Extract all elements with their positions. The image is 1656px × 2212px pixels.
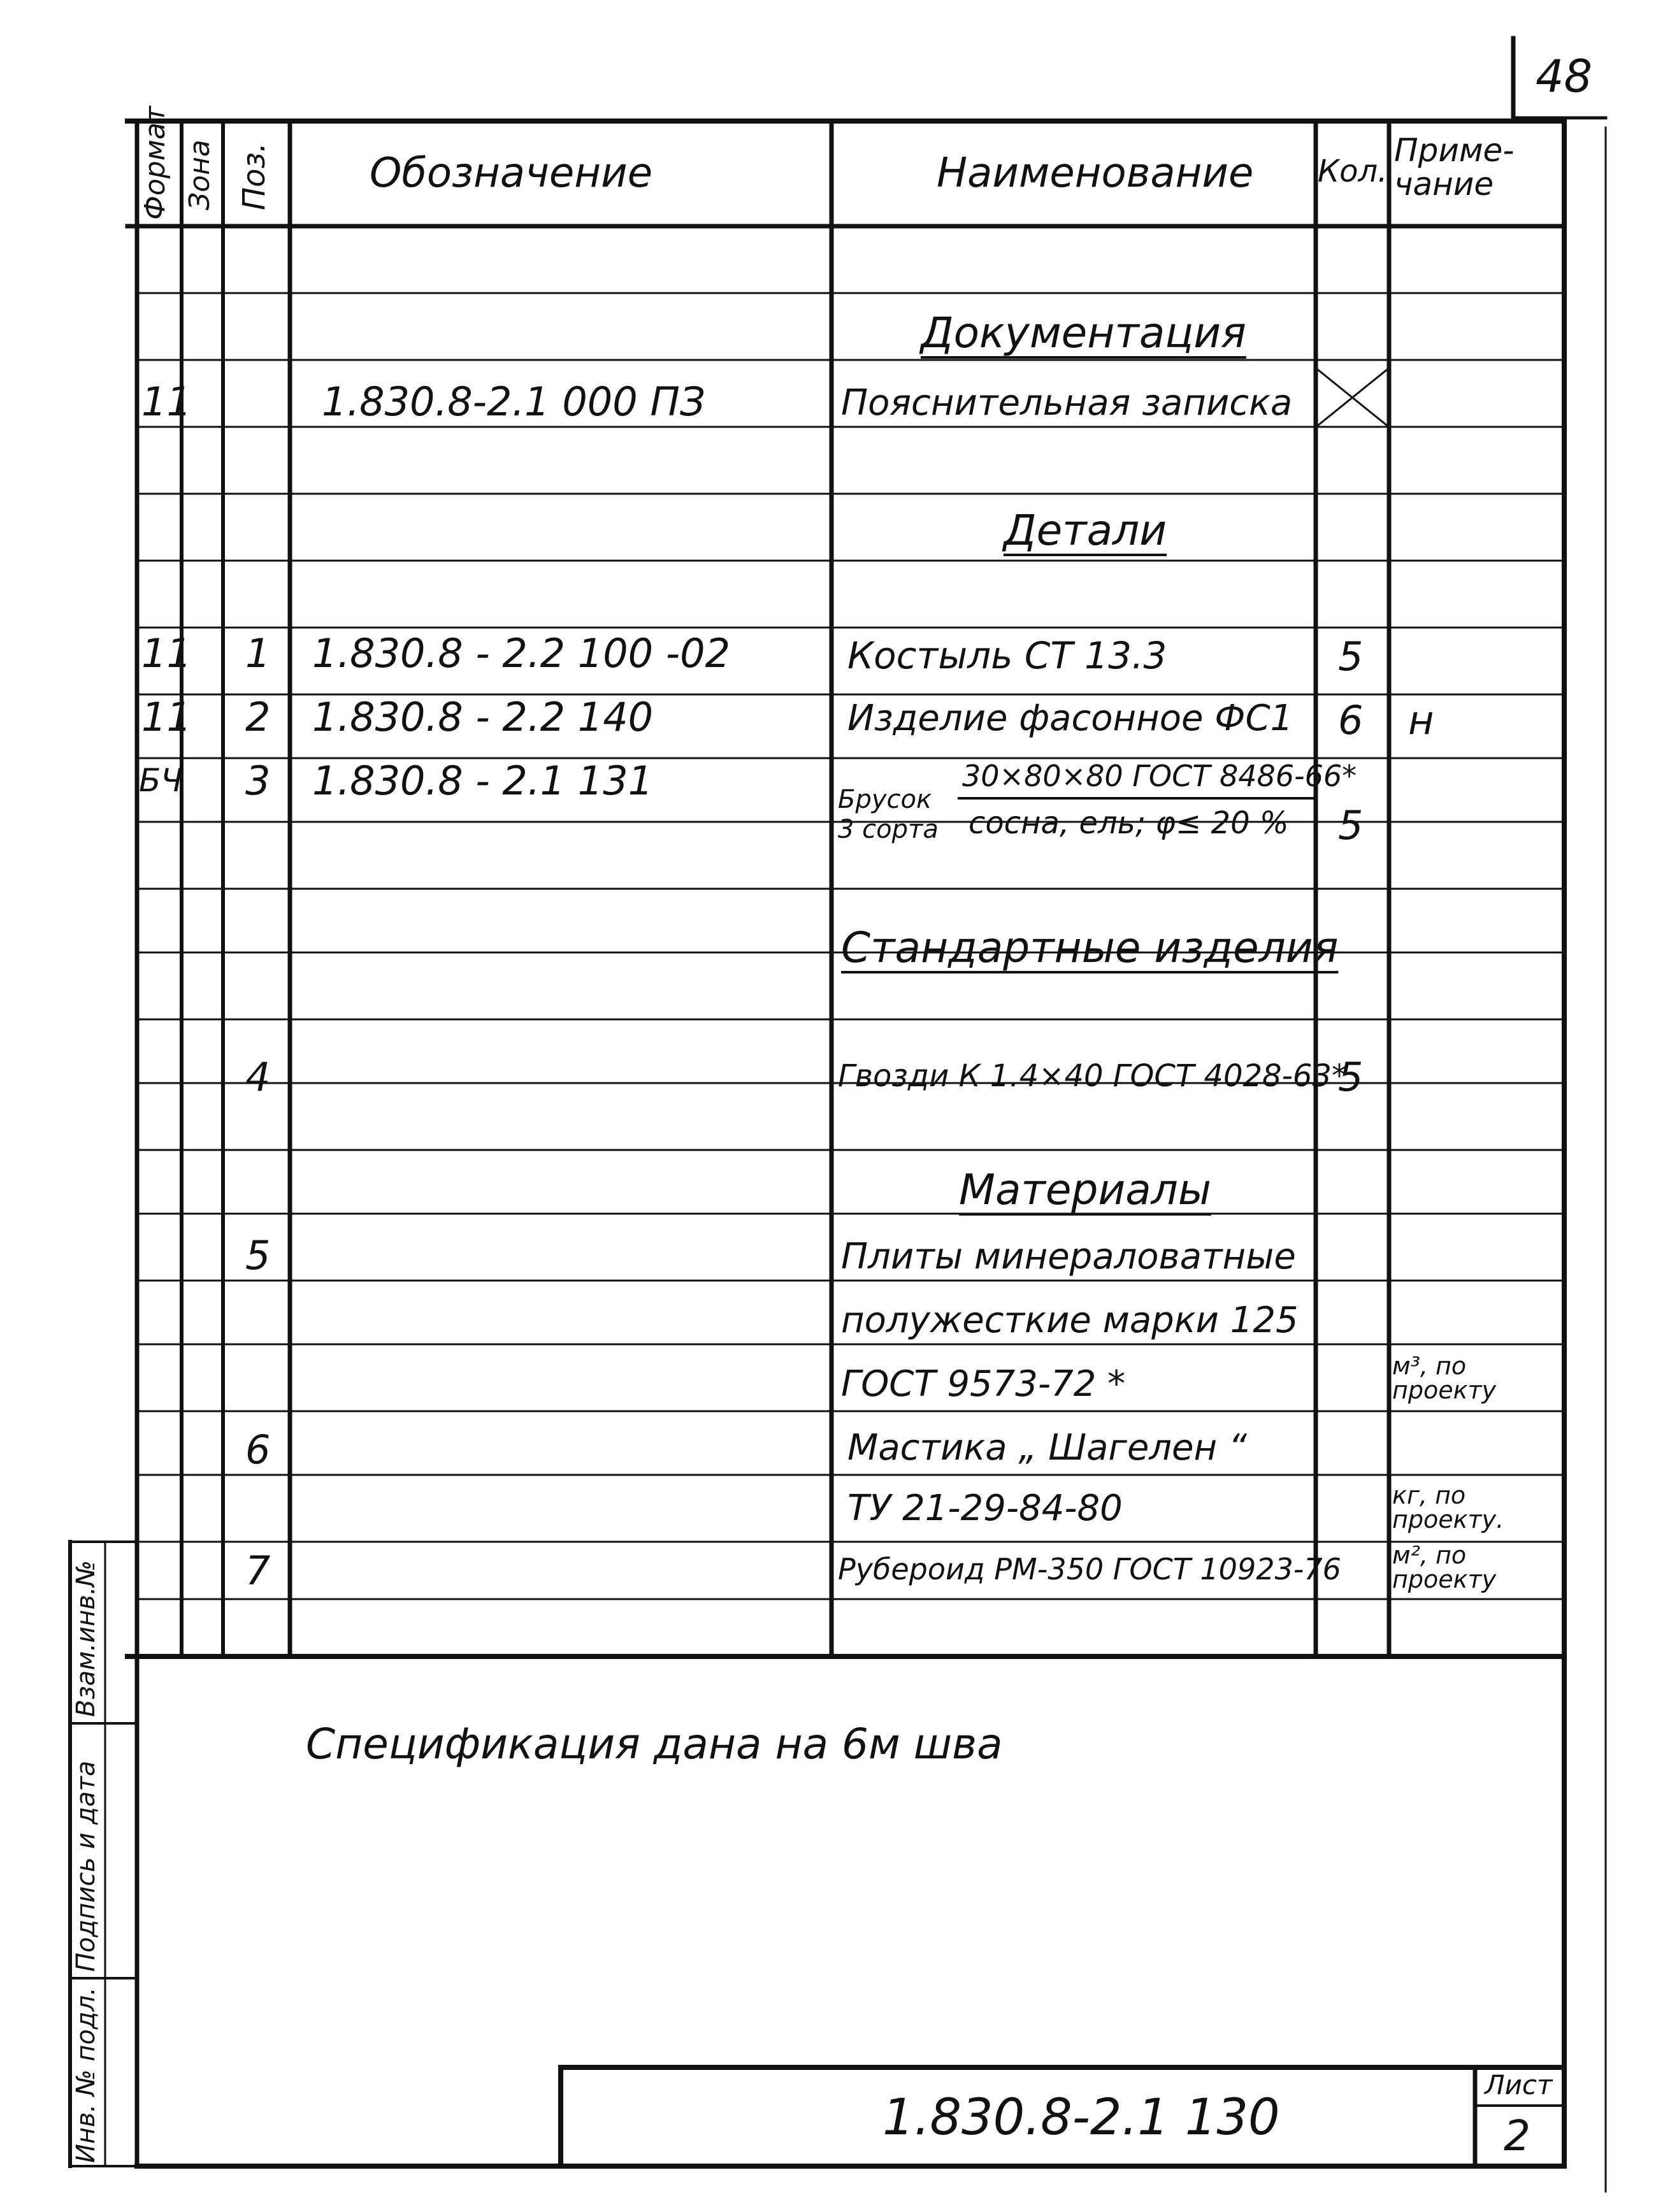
row-doc1-name: Пояснительная записка [841,382,1293,424]
row-m5-name1: Плиты минераловатные [841,1236,1296,1277]
row-p3-designation: 1.830.8 - 2.1 131 [312,758,654,804]
side-stamp-vzam: Взам.инв.№ [71,1560,101,1717]
header-format: Формат [139,106,171,220]
row-m5-name2: полужесткие марки 125 [841,1300,1299,1341]
row-p2-name: Изделие фасонное ФС1 [847,698,1293,739]
section-materials: Материалы [959,1165,1211,1214]
row-m5-pos: 5 [245,1232,271,1279]
section-standard: Стандартные изделия [841,923,1339,972]
side-stamp-inv: Инв. № подл. [71,1987,101,2163]
row-p2-pos: 2 [245,694,271,740]
row-p2-note: н [1408,697,1434,743]
row-p3-name-top: 30×80×80 ГОСТ 8486-66* [962,759,1357,793]
row-p1-name: Костыль СТ 13.3 [847,634,1167,677]
row-s4-qty: 5 [1338,1054,1364,1100]
row-doc1-designation: 1.830.8-2.1 000 ПЗ [322,378,705,425]
row-m6-name1: Мастика „ Шагелен “ [847,1427,1247,1469]
row-m7-note: м², по проекту [1392,1541,1497,1593]
side-stamp-sign: Подпись и дата [71,1760,101,1972]
section-parts: Детали [1004,506,1167,555]
row-p3-name-a: Брусок [838,785,932,814]
row-p3-pos: 3 [245,758,271,804]
row-s4-name: Гвозди К 1.4×40 ГОСТ 4028-63* [838,1058,1347,1094]
remark-text: Спецификация дана на 6м шва [306,1720,1003,1769]
header-name: Наименование [937,150,1254,197]
row-p3-qty: 5 [1338,802,1364,849]
header-zone: Зона [184,140,216,210]
title-block-sheet-label: Лист [1485,2069,1553,2101]
header-qty: Кол. [1318,154,1388,189]
row-m6-name2: ТУ 21-29-84-80 [847,1488,1123,1529]
row-p1-pos: 1 [245,630,271,677]
header-note: Приме- чание [1394,132,1515,203]
row-p3-format: БЧ [139,762,183,799]
section-documentation: Документация [921,308,1246,357]
row-p2-format: 11 [141,694,192,740]
row-p3-name-b: 3 сорта [838,815,939,844]
row-p1-designation: 1.830.8 - 2.2 100 -02 [312,630,731,677]
row-m6-note: кг, по проекту. [1392,1481,1504,1533]
title-block-code: 1.830.8-2.1 130 [882,2089,1280,2146]
header-pos: Поз. [236,142,272,210]
header-designation: Обозначение [370,150,653,197]
row-p3-name-bottom: сосна, ель; φ≤ 20 % [968,805,1289,841]
sheet-number-top: 48 [1536,50,1593,103]
row-p2-designation: 1.830.8 - 2.2 140 [312,694,654,740]
row-m5-name3: ГОСТ 9573-72 * [841,1363,1126,1405]
row-m7-name: Рубероид РМ-350 ГОСТ 10923-76 [838,1552,1341,1586]
row-s4-pos: 4 [245,1054,271,1100]
row-m6-pos: 6 [245,1426,271,1473]
title-block-sheet-value: 2 [1504,2111,1530,2160]
row-m7-pos: 7 [245,1548,271,1594]
row-p1-qty: 5 [1338,633,1364,680]
row-doc1-format: 11 [141,378,192,425]
row-m5-note: м³, по проекту [1392,1352,1497,1404]
row-p2-qty: 6 [1338,697,1364,743]
row-p1-format: 11 [141,630,192,677]
